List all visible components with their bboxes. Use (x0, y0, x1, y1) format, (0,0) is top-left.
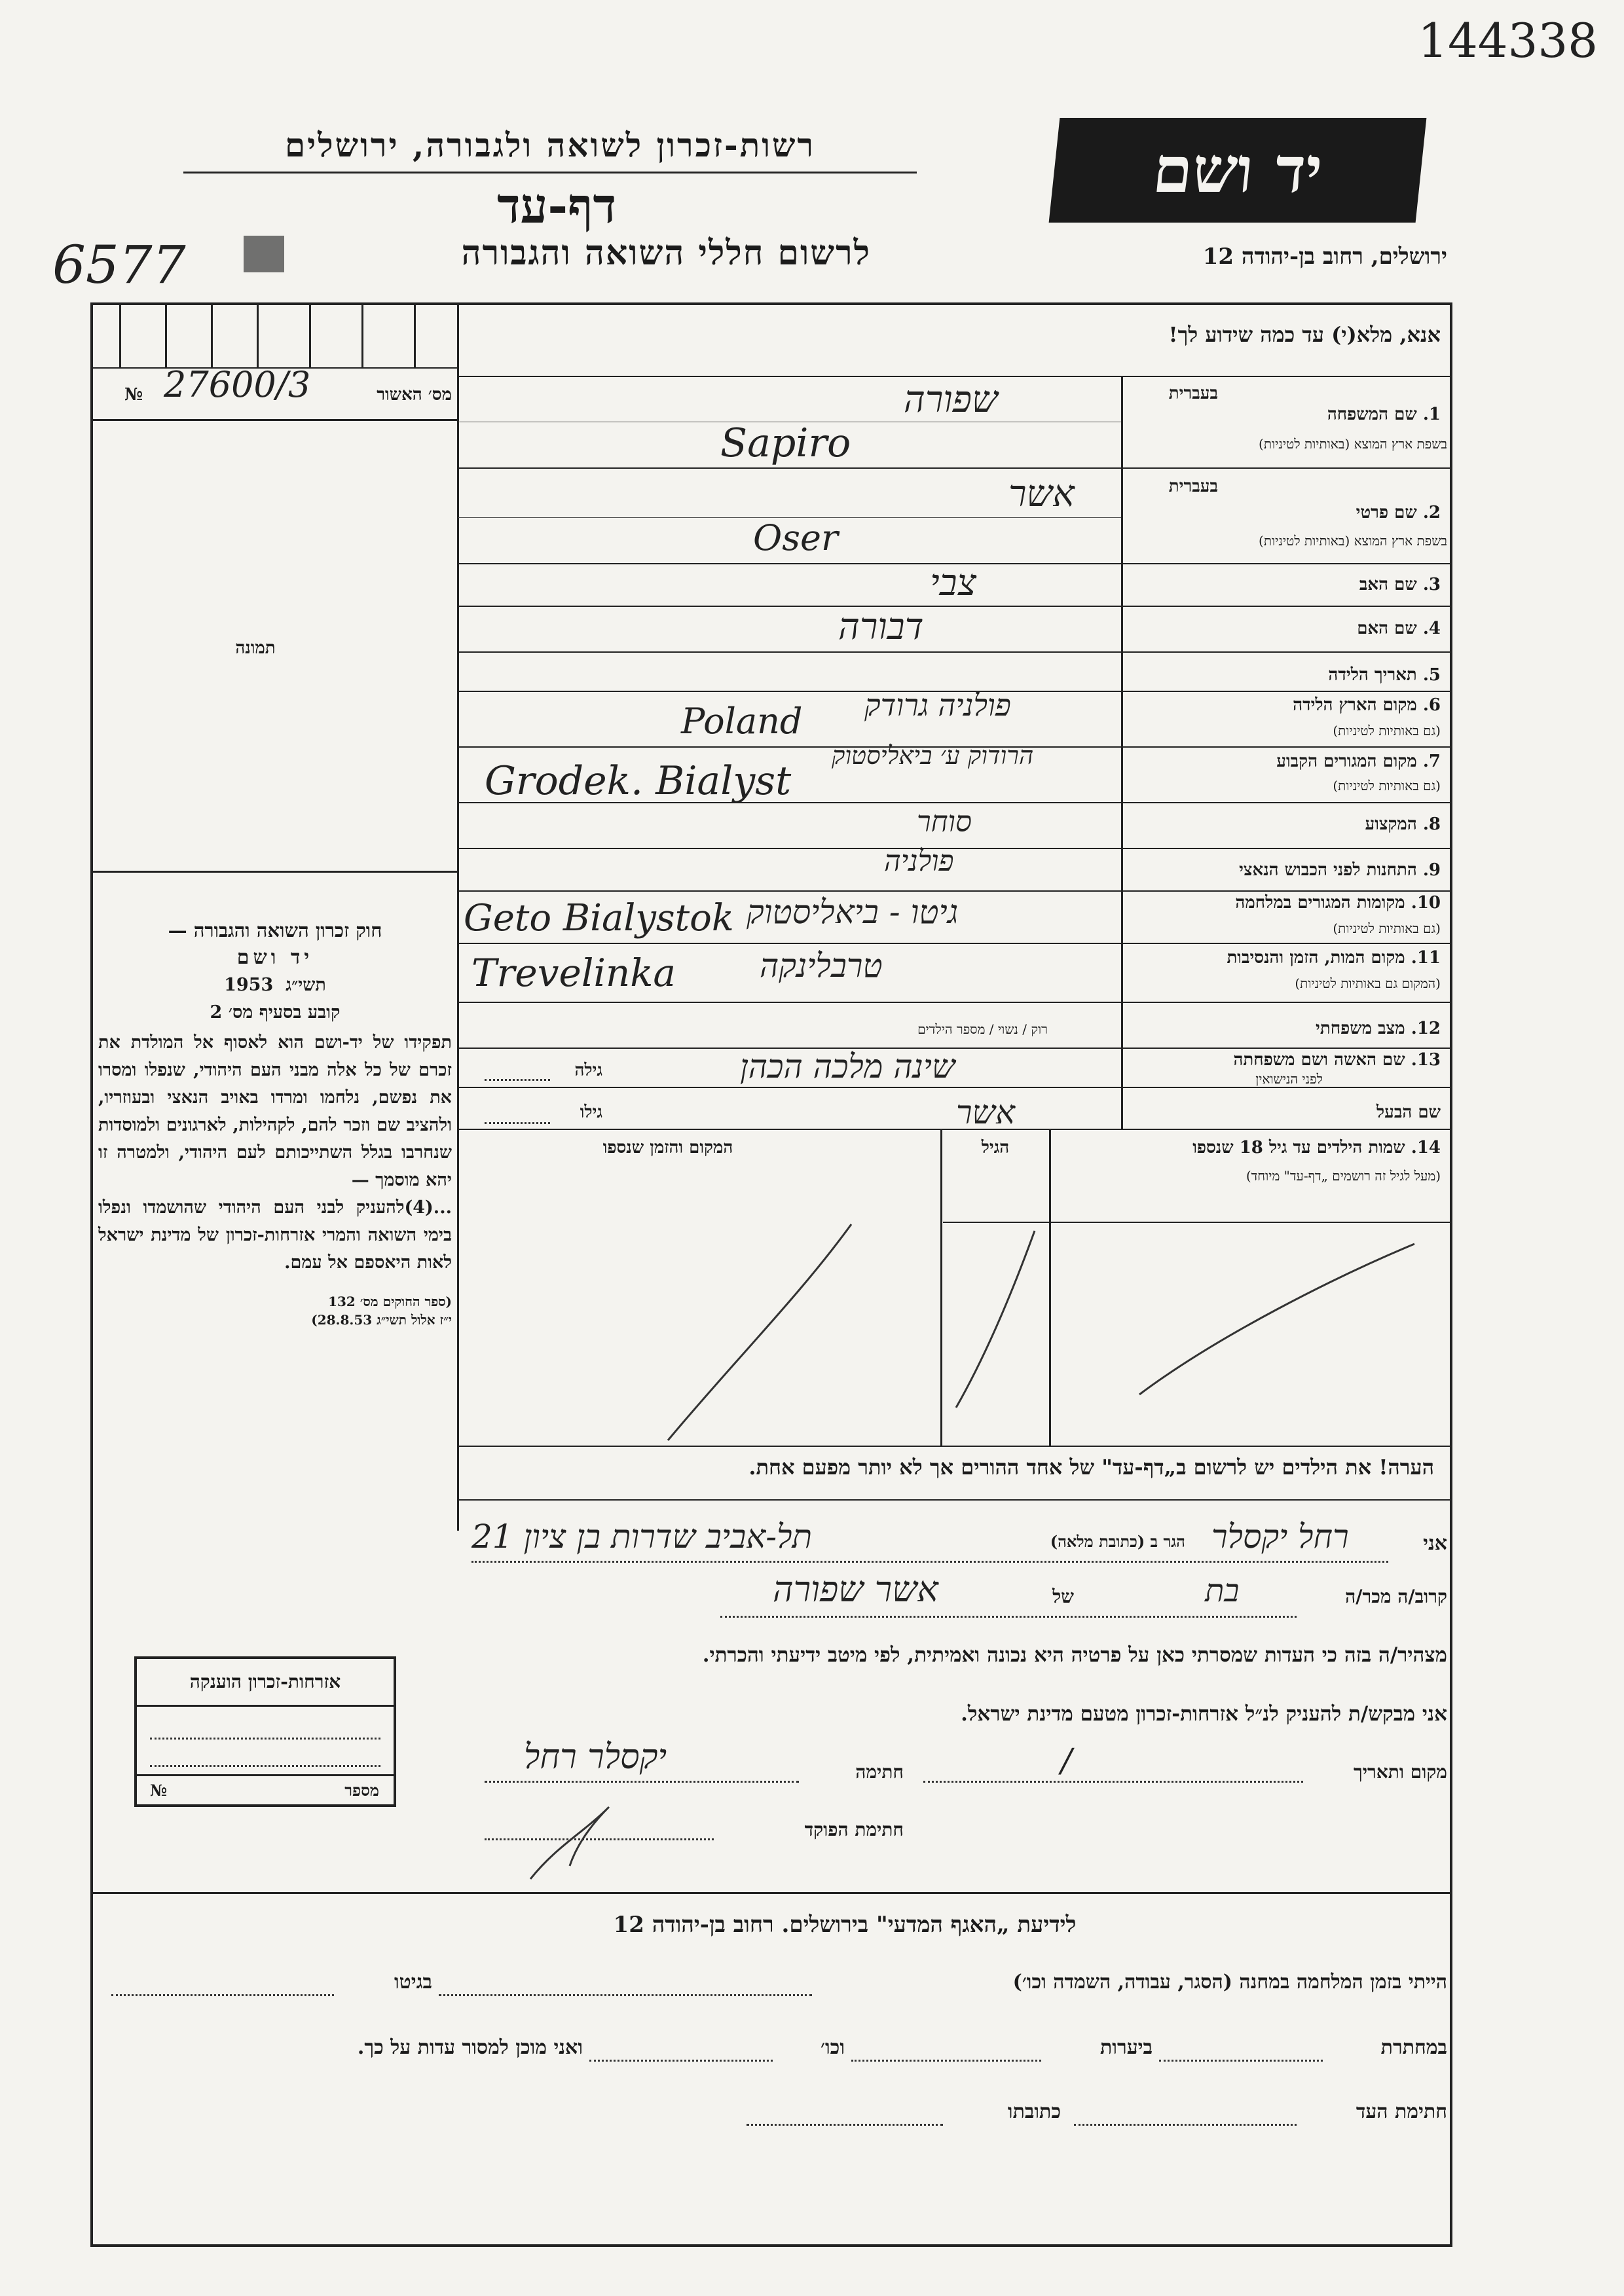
declarant-name: רחל יקסלר (1211, 1518, 1349, 1556)
field-6-sub: (גם באותיות לטיניות) (1333, 723, 1441, 738)
footer-line1-end: בגיטו (394, 1971, 432, 1994)
field-1-lang: בעברית (1168, 384, 1218, 403)
relative-of-label: של (1052, 1586, 1074, 1607)
field-11-hebrew-value: טרבלינקה (760, 947, 883, 985)
field-4-value: דבורה (838, 606, 924, 648)
children-col-place: המקום והזמן שנספו (602, 1138, 733, 1157)
law-clause: קובע בסעיף מס׳ 2 (210, 1002, 341, 1023)
form-number: 6577 (52, 234, 186, 295)
field-13-text: שם האשה ושם משפחתה (1233, 1050, 1405, 1070)
relative-label: קרוב/ה מכר/ה (1345, 1586, 1447, 1607)
footer-dots (439, 1993, 812, 1996)
approval-label: מס׳ האשור (377, 385, 452, 405)
field-7-latin-value: Grodek. Bialyst (485, 758, 792, 804)
law-body: תפקידו של יד-ושם הוא לאסוף אל המולדת את זכרם של כל אלה מבני העם היהודי, שנפלו ומסרו את נפשם, נלחמו ומרדו באויב הנאצי ובעוזריו, ולהציב שם וזכר להם, לקהילות, לארגונים ולמוסדות שנחרבו בגלל השתייכותם לעם היהודי, ולמטרה זו יהא מוסמך — (98, 1032, 452, 1190)
place-date-label: מקום ותאריך (1353, 1761, 1447, 1783)
footer-notice: לידיעת „האגף המדעי" בירושלים. רחוב בן-יהודה 12 (613, 1912, 1077, 1938)
citizenship-line (150, 1764, 380, 1767)
footer-line3-b: כתובתו (1007, 2100, 1061, 2123)
field-12-number: 12. (1411, 1019, 1441, 1038)
citizenship-title: אזרחות-זכרון הוענקה (189, 1671, 341, 1692)
law-year-hebrew: תשי״ג (286, 975, 326, 995)
field-6-text: מקום הארץ הלידה (1293, 695, 1417, 715)
children-number: 14. (1411, 1138, 1441, 1157)
form-title: דף-עד (496, 178, 617, 234)
footer-line3-a: חתימת העד (1356, 2100, 1447, 2123)
field-8-value: סוחר (917, 805, 972, 839)
header-address: ירושלים, רחוב בן-יהודה 12 (1202, 244, 1447, 270)
field-2-latin-value: Oser (753, 517, 838, 558)
field-11-number: 11. (1411, 948, 1441, 968)
field-10-sub: (גם באותיות לטיניות) (1333, 920, 1441, 936)
field-12-text: מצב משפחתי (1316, 1019, 1405, 1038)
law-year-number: 1953 (224, 975, 274, 995)
field-5-text: תאריך הלידה (1328, 665, 1417, 685)
law-citation: (ספר החוקים מס׳ 132 (328, 1294, 452, 1309)
citizenship-number-label: מספר (344, 1781, 379, 1800)
field-13-number: 13. (1411, 1050, 1441, 1070)
field-4-text: שם האם (1357, 619, 1417, 638)
declarant-resides-label: הגר ב (כתובת מלאה) (1050, 1532, 1185, 1551)
footer-dots (1159, 2058, 1323, 2062)
law-name: יד ושם (236, 946, 314, 969)
children-sub: (מעל לגיל זה רושמים „דף-עד" מיוחד) (1246, 1168, 1441, 1184)
field-3-value: צבי (930, 562, 977, 604)
field-6-latin-value: Poland (681, 701, 803, 742)
officer-label: חתימת הפוקד (804, 1819, 904, 1840)
field-1-number: 1. (1422, 405, 1441, 424)
footer-dots (747, 2123, 943, 2126)
place-date-value: / (1061, 1741, 1072, 1779)
field-4-number: 4. (1422, 619, 1441, 638)
footer-line1-start: הייתי בזמן המלחמה במחנה (הסגר, עבודה, השמדה וכו׳) (1012, 1971, 1447, 1994)
citizenship-number-line (137, 1774, 394, 1776)
request-text: אני מבקש/ת להעניק לנ״ל אזרחות-זכרון מטעם מדינת ישראל. (961, 1702, 1447, 1726)
law-title: חוק זכרון השואה והגבורה — (168, 919, 382, 941)
field-10-hebrew-value: גיטו - ביאליסטוק (747, 893, 959, 931)
field-13-age-label: גילה (574, 1061, 602, 1080)
relative-name: אשר שפורה (773, 1569, 938, 1610)
approval-no-sign: № (124, 385, 143, 405)
citizenship-no-sign: № (150, 1781, 168, 1800)
archive-number: 144338 (1418, 13, 1598, 68)
husband-value: אשר (956, 1093, 1015, 1131)
husband-label: שם הבעל (1376, 1102, 1441, 1122)
field-13-sub: לפני הנישואין (1255, 1071, 1323, 1087)
photo-label: תמונה (235, 638, 276, 658)
field-9-number: 9. (1422, 860, 1441, 880)
footer-dots (1074, 2123, 1297, 2126)
field-8-number: 8. (1422, 814, 1441, 834)
field-2-number: 2. (1422, 503, 1441, 522)
husband-age-label: גילו (580, 1102, 602, 1122)
field-2-hebrew-value: אשר (1008, 473, 1075, 515)
footer-dots (111, 1993, 334, 1996)
field-11-text: מקום המות, הזמן והנסיבות (1227, 948, 1405, 968)
scribble (530, 1807, 609, 1879)
field-7-hebrew-value: הרודוק ע׳ ביאליסטוק (832, 741, 1034, 770)
field-11-latin-value: Trevelinka (471, 951, 676, 995)
citizenship-box (134, 1656, 396, 1807)
field-2-sub: בשפת ארץ המוצא (באותיות לטיניות) (1259, 533, 1447, 549)
footer-dots (851, 2058, 1041, 2062)
authority-title: רשות-זכרון לשואה ולגבורה, ירושלים (284, 126, 815, 164)
field-10-text: מקומות המגורים במלחמה (1235, 893, 1405, 913)
footer-dots (589, 2058, 773, 2062)
footer-top-line (92, 1892, 1451, 1894)
field-7-text: מקום המגורים הקבוע (1276, 752, 1417, 771)
children-col-age: הגיל (981, 1138, 1010, 1157)
field-11-sub: (המקום גם באותיות לטיניות) (1295, 975, 1441, 991)
field-13-value: שינה מלכה הכהן (740, 1048, 955, 1085)
declarant-address: תל-אביב שדרות בן ציון 21 (471, 1518, 813, 1556)
field-12-options: רוק / נשוי / מספר הילדים (917, 1021, 1048, 1037)
declarant-i-label: אני (1423, 1532, 1447, 1555)
field-3-text: שם האב (1359, 575, 1417, 594)
footer-line2-a: במחתרת (1380, 2036, 1447, 2059)
signature-label: חתימה (855, 1761, 904, 1783)
field-8-text: המקצוע (1365, 814, 1417, 834)
field-1-latin-value: Sapiro (720, 420, 851, 466)
note-text: הערה! את הילדים יש לרשום ב„דף-עד" של אחד ההורים אך לא יותר מפעם אחת. (748, 1455, 1434, 1480)
relation-value: בת (1205, 1573, 1240, 1609)
field-3-number: 3. (1422, 575, 1441, 594)
footer-line2-c: וכו׳ (821, 2036, 845, 2059)
signature-value: יקסלר רחל (524, 1738, 667, 1777)
children-text: שמות הילדים עד גיל 18 שנספו (1192, 1138, 1405, 1157)
field-1-sub: בשפת ארץ המוצא (באותיות לטיניות) (1259, 436, 1447, 452)
footer-line2-b: ביערות (1099, 2036, 1153, 2059)
declaration-text: מצהיר/ה בזה כי העדות שמסרתי כאן על פרטיה היא נכונה ואמיתית, לפי מיטב ידיעתי והכרתי. (702, 1643, 1447, 1667)
field-7-number: 7. (1422, 752, 1441, 771)
intro-text: אנא, מלא(י) עד כמה שידוע לך! (1168, 322, 1441, 347)
logo-text: יד ושם (1149, 133, 1326, 207)
citizenship-title-line (137, 1705, 394, 1707)
field-6-hebrew-value: פולניה גרודק (864, 687, 1011, 723)
field-7-sub: (גם באותיות לטיניות) (1333, 778, 1441, 793)
field-10-latin-value: Geto Bialystok (464, 897, 734, 939)
footer-line2-d: ואני מוכן למסור עדות על כך. (357, 2036, 583, 2059)
field-9-value: פולניה (884, 845, 954, 878)
field-1-hebrew-value: שפורה (904, 378, 998, 421)
field-2-text: שם פרטי (1356, 503, 1417, 522)
field-5-number: 5. (1422, 665, 1441, 685)
field-1-text: שם המשפחה (1327, 405, 1417, 424)
law-citation-date: י״ז אלול תשי״ג 28.8.53) (311, 1312, 452, 1328)
field-10-number: 10. (1411, 893, 1441, 913)
citizenship-line (150, 1736, 380, 1740)
field-2-lang: בעברית (1168, 477, 1218, 496)
form-subtitle: לרשום חללי השואה והגבורה (461, 233, 871, 273)
field-6-number: 6. (1422, 695, 1441, 715)
law-clause-4: ...(4)להעניק לבני העם היהודי שהושמדו ונפלו בימי השואה והמרי אזרחות-זכרון של מדינת ישראל לאות היאספם אל עמם. (98, 1197, 452, 1273)
approval-number: 27600/3 (164, 364, 311, 405)
field-9-text: התחנות לפני הכבוש הנאצי (1239, 860, 1417, 880)
